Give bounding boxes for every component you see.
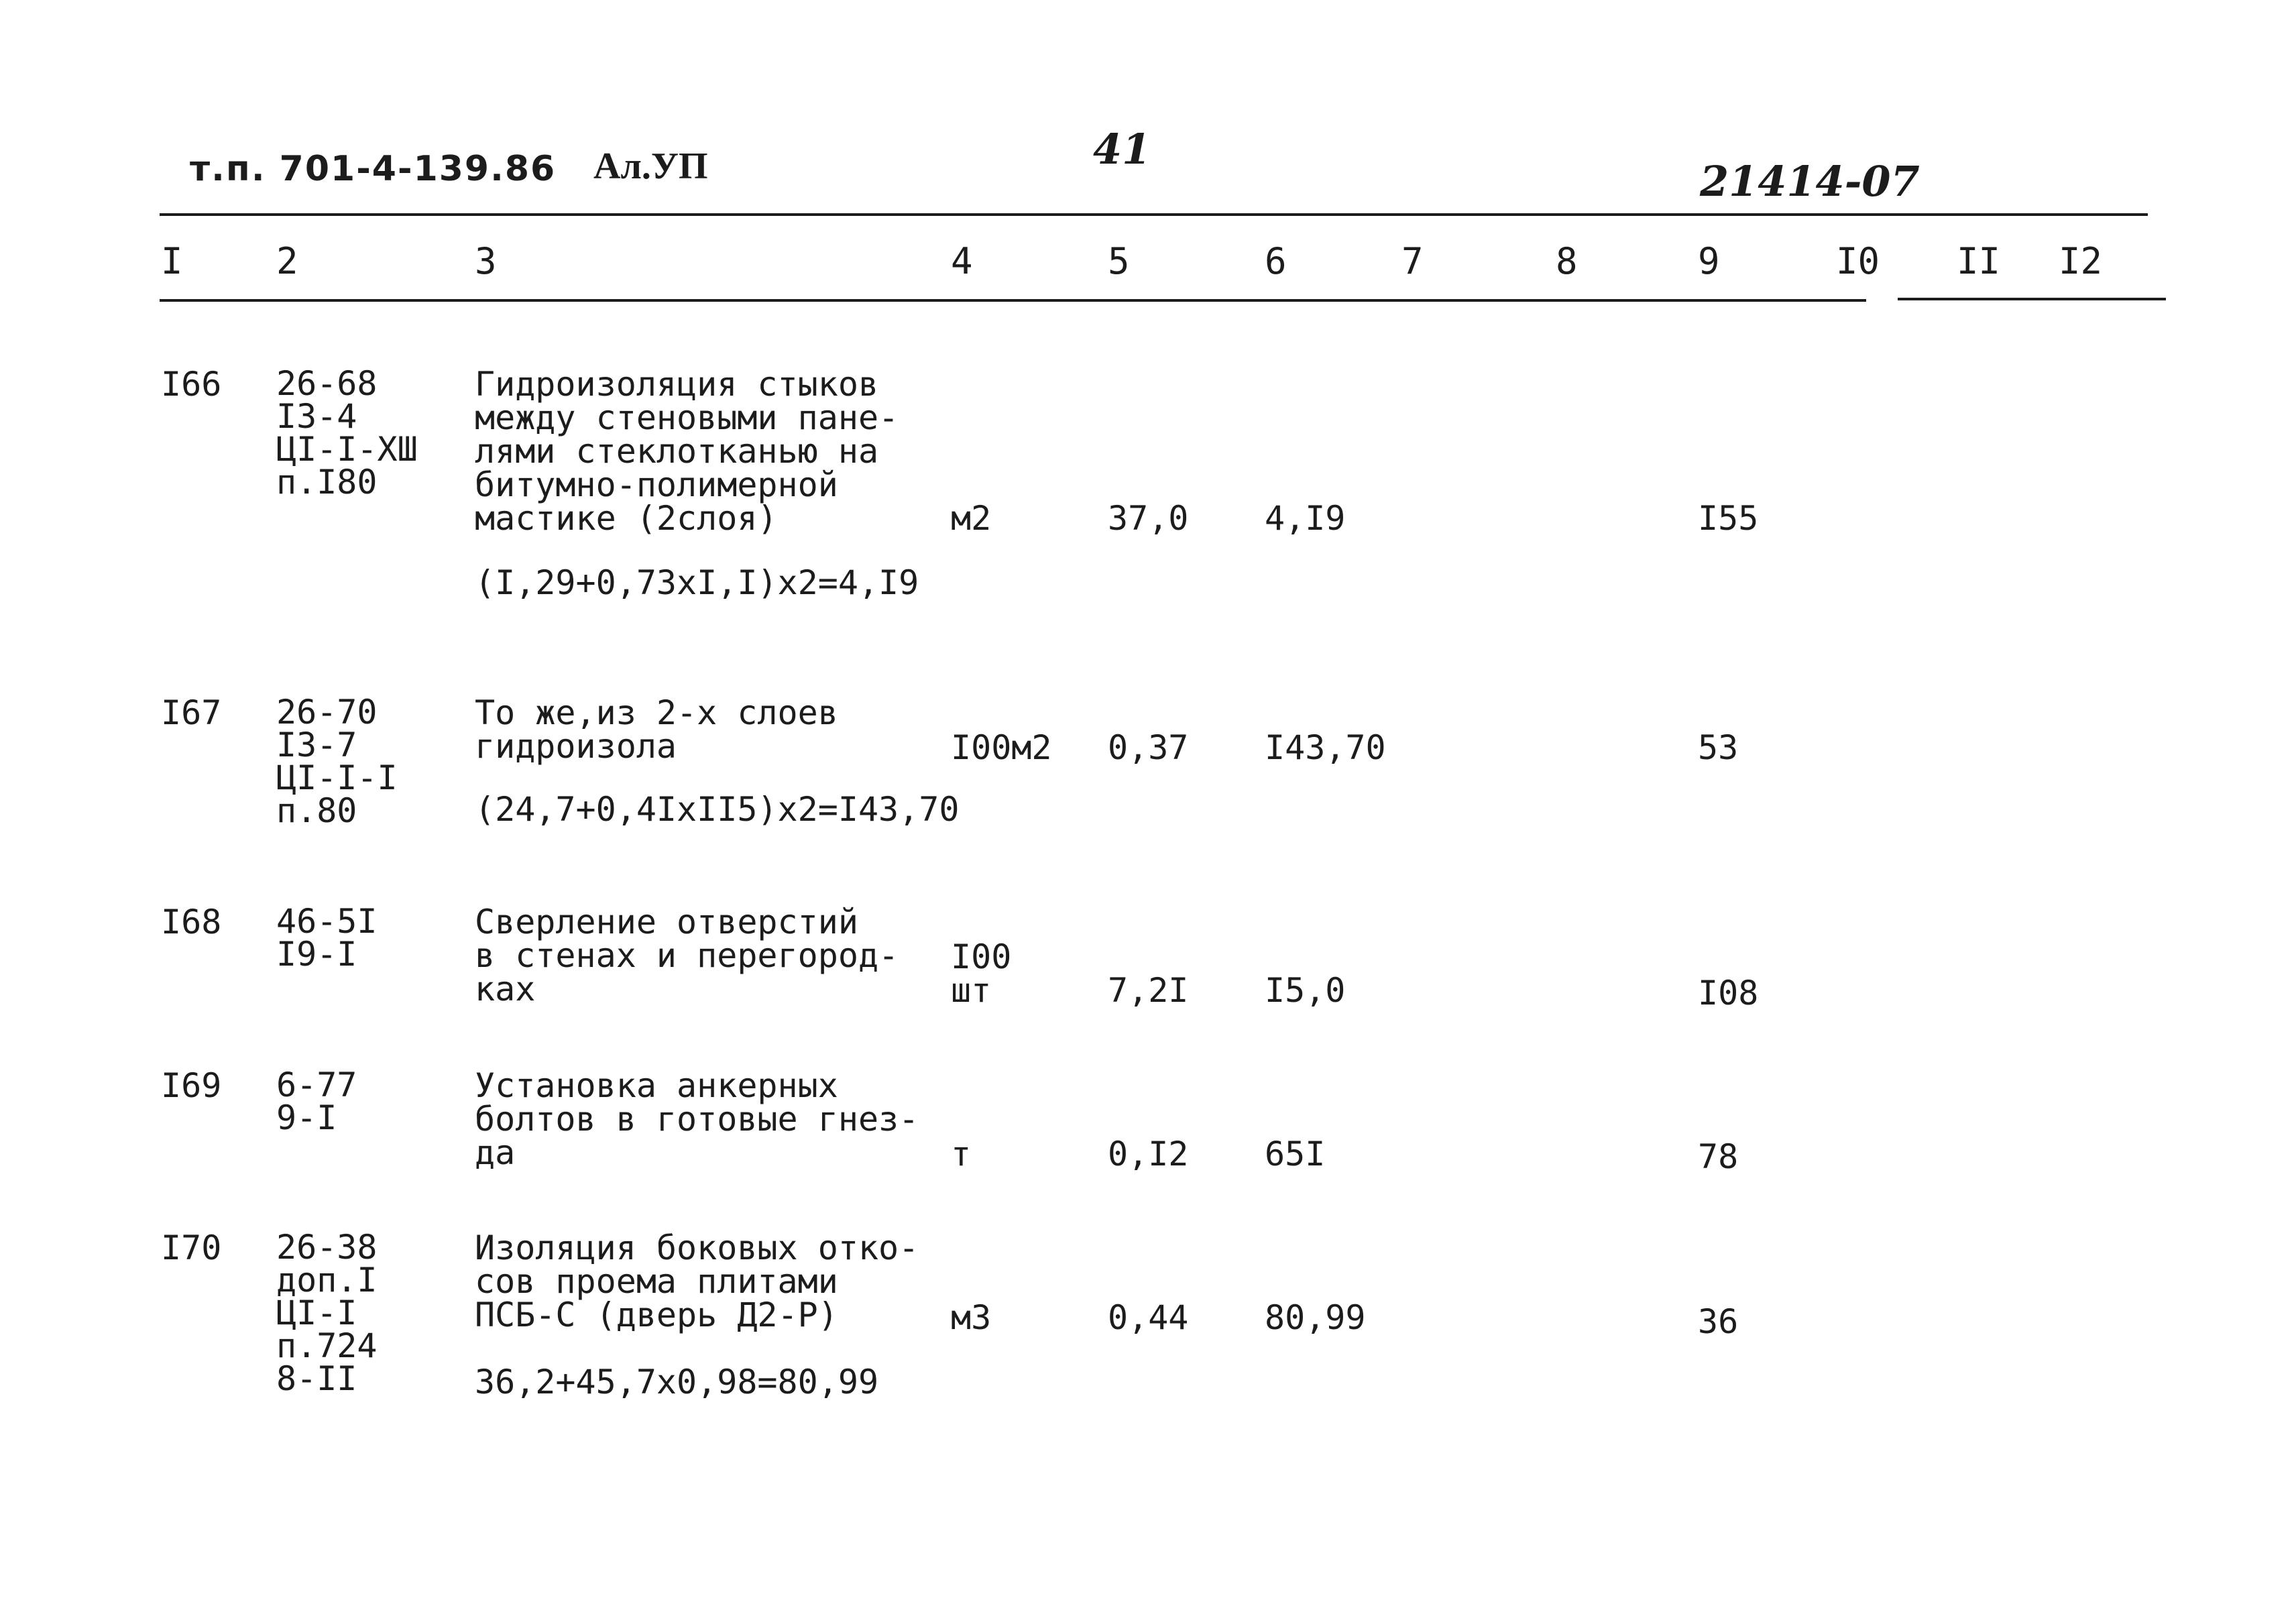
- unit-line: шт: [951, 971, 992, 1010]
- row-formula: (24,7+0,4IxII5)x2=I43,70: [475, 790, 960, 829]
- album-label: Ал.УП: [593, 146, 708, 187]
- description-line: да: [475, 1133, 516, 1172]
- code-line: 9-I: [276, 1098, 337, 1137]
- code-line: I3-4: [276, 397, 357, 436]
- code-line: 8-II: [276, 1359, 357, 1398]
- row-number: I67: [161, 693, 222, 732]
- description-line: лями стеклотканью на: [475, 432, 879, 471]
- row-code: [276, 1228, 378, 1398]
- row-formula: (I,29+0,73xI,I)x2=4,I9: [475, 563, 919, 602]
- column-header-7: 7: [1401, 240, 1424, 282]
- row-number: I68: [161, 903, 222, 941]
- unit-line: I00: [951, 937, 1012, 976]
- column-header-9: 9: [1698, 240, 1720, 282]
- description-line: мастике (2слоя): [475, 499, 778, 538]
- code-line: I9-I: [276, 935, 357, 974]
- code-line: 26-68: [276, 364, 378, 403]
- header-top-rule: [160, 213, 2148, 216]
- column-header-3: 3: [475, 240, 497, 282]
- row-col6: I43,70: [1265, 728, 1386, 767]
- handwritten-code: 21414-07: [1700, 157, 1920, 206]
- row-col5: 0,37: [1108, 728, 1189, 767]
- column-header-11: II: [1957, 240, 2001, 282]
- description-line: Установка анкерных: [475, 1066, 838, 1105]
- row-col6: 4,I9: [1265, 499, 1346, 538]
- row-unit: м2: [951, 499, 992, 538]
- description-line: ПСБ-С (дверь Д2-Р): [475, 1296, 838, 1334]
- code-line: ЦI-I-I: [276, 758, 398, 797]
- code-line: п.I80: [276, 463, 378, 502]
- code-line: 46-5I: [276, 902, 378, 941]
- row-col5: 0,I2: [1108, 1135, 1189, 1173]
- description-line: в стенах и перегород-: [475, 936, 899, 975]
- row-col5: 0,44: [1108, 1298, 1189, 1337]
- column-header-10: I0: [1836, 240, 1880, 282]
- row-col6: 80,99: [1265, 1298, 1366, 1337]
- row-description: [475, 1228, 919, 1334]
- column-header-12: I2: [2059, 240, 2103, 282]
- code-line: ЦI-I: [276, 1294, 357, 1332]
- row-description: [475, 693, 838, 766]
- description-line: гидроизола: [475, 727, 677, 766]
- page-number: 41: [1093, 125, 1151, 174]
- row-number: I70: [161, 1228, 222, 1267]
- code-line: 26-70: [276, 693, 378, 732]
- row-unit: [951, 937, 1012, 1010]
- row-col6: 65I: [1265, 1135, 1326, 1173]
- description-line: Гидроизоляция стыков: [475, 365, 879, 404]
- row-col6: I5,0: [1265, 971, 1346, 1010]
- header-bottom-rule: [160, 299, 1866, 302]
- row-col5: 37,0: [1108, 499, 1189, 538]
- row-code: [276, 364, 418, 502]
- row-unit: т: [951, 1135, 972, 1173]
- row-description: [475, 1066, 919, 1172]
- column-header-2: 2: [276, 240, 298, 282]
- description-line: Изоляция боковых отко-: [475, 1228, 919, 1267]
- row-col9: I08: [1698, 974, 1759, 1013]
- column-header-1: I: [161, 240, 183, 282]
- code-line: I3-7: [276, 726, 357, 764]
- column-header-5: 5: [1108, 240, 1130, 282]
- code-line: 6-77: [276, 1066, 357, 1104]
- row-code: [276, 693, 398, 830]
- column-header-4: 4: [951, 240, 973, 282]
- row-col5: 7,2I: [1108, 971, 1189, 1010]
- description-line: То же,из 2-х слоев: [475, 693, 838, 732]
- row-number: I69: [161, 1066, 222, 1105]
- code-line: доп.I: [276, 1261, 378, 1300]
- header-bottom-rule-end: [1898, 298, 2166, 300]
- row-col9: 36: [1698, 1302, 1739, 1341]
- description-line: сов проема плитами: [475, 1262, 838, 1301]
- row-code: [276, 1066, 357, 1137]
- row-description: [475, 365, 899, 538]
- description-line: битумно-полимерной: [475, 465, 838, 504]
- description-line: ках: [475, 970, 536, 1009]
- code-line: п.80: [276, 791, 357, 830]
- code-line: ЦI-I-XШ: [276, 430, 418, 469]
- description-line: между стеновыми пане-: [475, 398, 899, 437]
- row-description: [475, 903, 899, 1009]
- code-line: п.724: [276, 1326, 378, 1365]
- column-header-8: 8: [1556, 240, 1578, 282]
- document-code: т.п. 701-4-139.86: [190, 149, 557, 189]
- row-formula: 36,2+45,7x0,98=80,99: [475, 1363, 879, 1401]
- row-number: I66: [161, 365, 222, 404]
- description-line: Сверление отверстий: [475, 903, 858, 941]
- code-line: 26-38: [276, 1228, 378, 1267]
- row-col9: 53: [1698, 728, 1739, 767]
- row-col9: 78: [1698, 1137, 1739, 1176]
- row-code: [276, 902, 378, 974]
- row-col9: I55: [1698, 499, 1759, 538]
- column-header-6: 6: [1265, 240, 1287, 282]
- description-line: болтов в готовые гнез-: [475, 1100, 919, 1139]
- row-unit: м3: [951, 1298, 992, 1337]
- row-unit: I00м2: [951, 728, 1052, 767]
